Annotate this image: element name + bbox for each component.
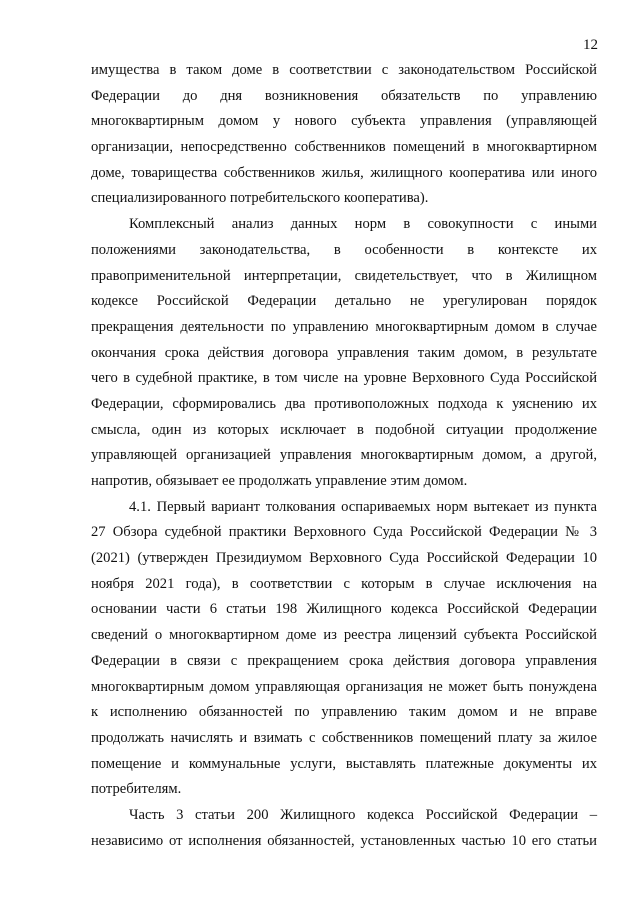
text-line: окончания срока действия договора управления таким домом, в результате xyxy=(91,344,597,361)
text-line: независимо от исполнения обязанностей, установленных частью 10 его статьи xyxy=(91,832,597,849)
text-line: имущества в таком доме в соответствии с законодательством Российской xyxy=(91,62,597,78)
text-line: кодексе Российской Федерации детально не урегулирован порядок xyxy=(91,293,597,310)
text-line: продолжать начислять и взимать с собственников помещений плату за жилое xyxy=(91,729,597,746)
text-line: положениями законодательства, в особенности в контексте их xyxy=(91,241,597,258)
text-line: правоприменительной интерпретации, свидетельствует, что в Жилищном xyxy=(91,267,597,284)
text-line: управляющей организацией управления многоквартирным домом, а другой, xyxy=(91,447,597,464)
text-line: помещение и коммунальные услуги, выставлять платежные документы их xyxy=(91,755,597,772)
text-line: Федерации, сформировались два противоположных подхода к уяснению их xyxy=(91,395,597,412)
text-line: доме, товарищества собственников жилья, жилищного кооператива или иного xyxy=(91,164,597,181)
text-line: специализированного потребительского кооператива). xyxy=(91,190,429,207)
text-line: ноября 2021 года), в соответствии с которым в случае исключения на xyxy=(91,575,597,592)
text-line: смысла, один из которых исключает в подобной ситуации продолжение xyxy=(91,421,597,438)
page-number: 12 xyxy=(583,37,598,53)
text-line: 4.1. Первый вариант толкования оспариваемых норм вытекает из пункта xyxy=(129,498,597,515)
body-text xyxy=(91,58,597,854)
text-line: многоквартирным домом у нового субъекта управления (управляющей xyxy=(91,113,597,130)
text-line: основании части 6 статьи 198 Жилищного кодекса Российской Федерации xyxy=(91,601,597,618)
text-line: Комплексный анализ данных норм в совокупности с иными xyxy=(129,216,597,233)
text-line: Федерации до дня возникновения обязательств по управлению xyxy=(91,87,597,104)
text-line: (2021) (утвержден Президиумом Верховного Суда Российской Федерации 10 xyxy=(91,550,597,567)
text-line: чего в судебной практике, в том числе на уровне Верховного Суда Российской xyxy=(91,370,597,387)
text-line: 27 Обзора судебной практики Верховного Суда Российской Федерации № 3 xyxy=(91,524,597,541)
text-line: сведений о многоквартирном доме из реестра лицензий субъекта Российской xyxy=(91,627,597,644)
text-line: Федерации в связи с прекращением срока действия договора управления xyxy=(91,652,597,669)
text-line: организации, непосредственно собственников помещений в многоквартирном xyxy=(91,139,597,156)
text-line: к исполнению обязанностей по управлению таким домом и не вправе xyxy=(91,704,597,721)
text-line: Часть 3 статьи 200 Жилищного кодекса Российской Федерации – xyxy=(129,806,597,823)
text-line: прекращения деятельности по управлению многоквартирным домом в случае xyxy=(91,318,597,335)
text-line: потребителям. xyxy=(91,781,182,798)
text-line: напротив, обязывает ее продолжать управление этим домом. xyxy=(91,473,468,489)
text-line: многоквартирным домом управляющая организация не может быть понуждена xyxy=(91,678,597,695)
